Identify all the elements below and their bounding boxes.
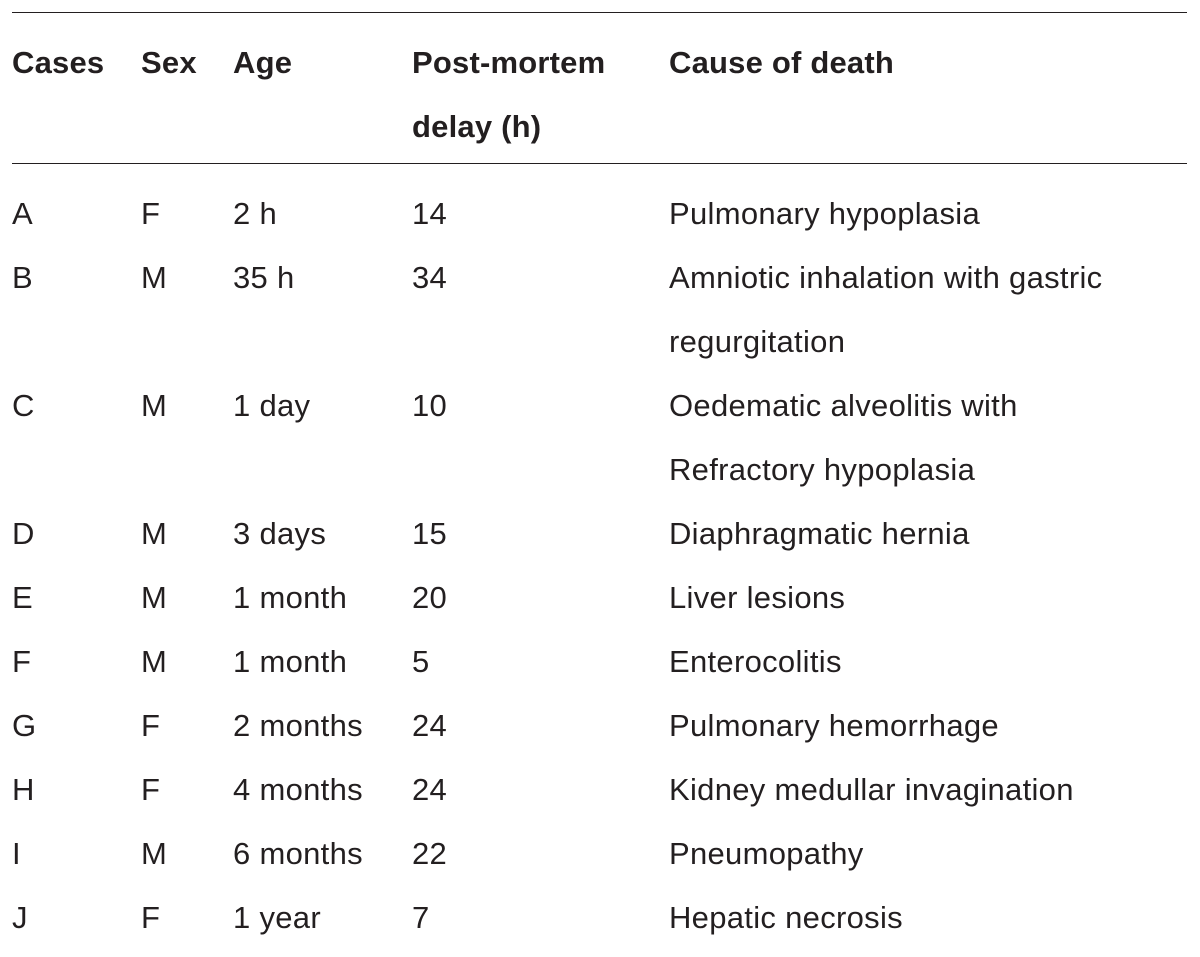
table-row [12,566,1187,630]
cell-age: 3 days [233,516,327,551]
cell-cause [669,694,1187,758]
cell-sex: F [141,196,161,231]
cell-cause [669,822,1187,886]
header-sex: Sex [141,45,197,80]
cell-delay: 10 [412,388,448,423]
cell-delay: 24 [412,708,448,743]
cause-line: Pulmonary hemorrhage [669,708,999,743]
cell-cause [669,758,1187,822]
cell-cause [669,630,1187,694]
cell-delay: 20 [412,580,448,615]
cell-sex: M [141,836,168,871]
cell-age: 6 months [233,836,363,871]
table-row [12,886,1187,950]
cell-case: H [12,772,35,807]
header-row-continued [12,95,1187,163]
cell-delay: 7 [412,900,430,935]
cell-delay: 24 [412,772,448,807]
cause-line: Liver lesions [669,580,846,615]
cell-sex: M [141,260,168,295]
cause-line: Amniotic inhalation with gastric [669,260,1103,295]
cell-cause [669,566,1187,630]
cell-cause [669,164,1187,246]
cell-sex: M [141,644,168,679]
table-row [12,758,1187,822]
cell-sex: M [141,516,168,551]
cause-line: Diaphragmatic hernia [669,516,970,551]
cell-age: 1 day [233,388,311,423]
cell-age: 2 h [233,196,277,231]
header-delay: Post-mortem [412,45,606,80]
header-cases: Cases [12,45,105,80]
cell-delay: 34 [412,260,448,295]
cases-table-body [12,164,1187,950]
cell-sex: F [141,708,161,743]
cause-line: Refractory hypoplasia [669,452,976,487]
table-row [12,694,1187,758]
cell-age: 2 months [233,708,363,743]
cell-age: 35 h [233,260,295,295]
cell-age: 1 year [233,900,321,935]
cell-case: A [12,196,33,231]
cause-line: Pneumopathy [669,836,864,871]
table-row [12,502,1187,566]
cell-delay: 14 [412,196,448,231]
cause-line: regurgitation [669,324,846,359]
header-age: Age [233,45,293,80]
table-body [12,164,1187,950]
cell-case: E [12,580,33,615]
cell-cause [669,886,1187,950]
cell-sex: F [141,772,161,807]
cell-case: B [12,260,33,295]
cell-case: J [12,900,28,935]
data-table-container [12,12,1187,950]
cell-delay: 15 [412,516,448,551]
header-delay-line2: delay (h) [412,109,542,144]
cause-line: Hepatic necrosis [669,900,903,935]
cause-line: Kidney medullar invagination [669,772,1074,807]
cell-sex: M [141,580,168,615]
cell-case: D [12,516,35,551]
table-row [12,164,1187,246]
cell-case: G [12,708,37,743]
header-row [12,13,1187,95]
table-row [12,630,1187,694]
cell-age: 1 month [233,580,348,615]
cell-cause [669,246,1187,374]
cell-case: C [12,388,35,423]
table-row [12,822,1187,886]
cell-delay: 22 [412,836,448,871]
cell-cause [669,502,1187,566]
cause-line: Pulmonary hypoplasia [669,196,981,231]
table-row [12,374,1187,502]
header-cause: Cause of death [669,45,895,80]
cell-case: F [12,644,32,679]
cases-table [12,13,1187,163]
cell-sex: F [141,900,161,935]
cell-delay: 5 [412,644,430,679]
cell-case: I [12,836,21,871]
cause-line: Enterocolitis [669,644,842,679]
table-header [12,13,1187,163]
table-row [12,246,1187,374]
cell-age: 4 months [233,772,363,807]
cell-age: 1 month [233,644,348,679]
cause-line: Oedematic alveolitis with [669,388,1018,423]
cell-cause [669,374,1187,502]
cell-sex: M [141,388,168,423]
